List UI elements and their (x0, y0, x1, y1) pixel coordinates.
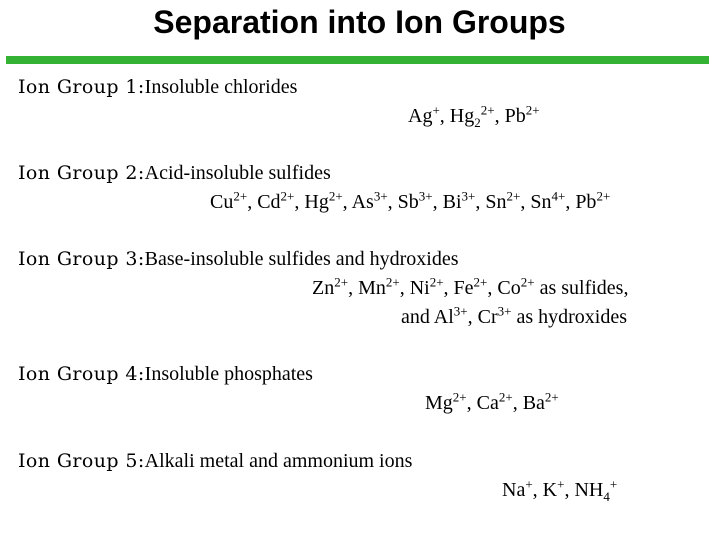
ion-text: , (432, 191, 443, 213)
ion-symbol: Al (433, 306, 454, 328)
ion-text: , (443, 277, 454, 299)
ion-symbol: Sn (485, 191, 507, 213)
group-description: Acid-insoluble sulfides (144, 162, 331, 184)
ion-symbol: Sn (530, 191, 552, 213)
title-underline (6, 56, 709, 64)
group-3-ions-line-1 (312, 274, 629, 300)
ion-charge: 2+ (473, 274, 488, 290)
ion-symbol: Cd (257, 191, 281, 213)
ion-text: , (399, 277, 410, 299)
ion-symbol: Zn (312, 277, 335, 299)
ion-charge: 3+ (418, 188, 433, 204)
ion-charge: 2+ (596, 188, 611, 204)
ion-symbol: K (542, 479, 558, 501)
ion-text: , (564, 479, 575, 501)
group-label: Ion Group 4: (18, 363, 145, 385)
ion (442, 188, 476, 213)
ion-symbol: Sb (397, 191, 419, 213)
ion-text: , (520, 191, 531, 213)
ion-charge: 2+ (544, 389, 559, 405)
ion-group-3 (18, 248, 459, 271)
ion-text: , (342, 191, 352, 213)
ion-charge: 2+ (429, 274, 444, 290)
ion-symbol: Pb (504, 105, 526, 127)
page-title: Separation into Ion Groups (153, 4, 566, 40)
ion-symbol: Na (502, 479, 526, 501)
ion-group-4 (18, 363, 313, 386)
ion-symbol: Pb (575, 191, 597, 213)
ion-symbol: Ca (476, 392, 499, 414)
ion-symbol: Ni (409, 277, 430, 299)
ion (351, 188, 388, 213)
ion-charge: 3+ (461, 188, 476, 204)
ion-charge: 3+ (453, 303, 468, 319)
ion-text: , (467, 306, 478, 328)
ion (575, 188, 611, 213)
ion-group-5 (18, 450, 412, 473)
ion (358, 274, 400, 299)
group-description: Insoluble chlorides (144, 76, 298, 98)
ion (477, 303, 512, 328)
ion-text: as sulfides, (534, 277, 629, 299)
ion (485, 188, 521, 213)
ion-text: , (439, 105, 450, 127)
group-label: Ion Group 5: (18, 450, 145, 472)
ion-text: and (401, 306, 434, 328)
ion-symbol: Co (497, 277, 521, 299)
ion-symbol: Hg (449, 105, 475, 127)
ion (504, 102, 540, 127)
group-label: Ion Group 2: (18, 162, 145, 184)
ion-symbol: Mn (358, 277, 386, 299)
ion-group-1 (18, 76, 297, 99)
ion-text: , (466, 392, 477, 414)
ion (210, 188, 248, 213)
ion-text: , (475, 191, 486, 213)
ion-charge: 2+ (328, 188, 343, 204)
ion (449, 102, 495, 130)
group-3-ions-line-2 (401, 303, 628, 329)
ion (304, 188, 343, 213)
group-description: Base-insoluble sulfides and hydroxides (144, 248, 459, 270)
ion-charge: 2+ (452, 389, 467, 405)
ion-charge: + (432, 102, 440, 118)
ion-charge: 2+ (480, 102, 495, 118)
ion (574, 476, 618, 504)
ion-charge: + (609, 476, 618, 492)
group-label: Ion Group 3: (18, 248, 145, 270)
ion-group-2 (18, 162, 331, 185)
group-label: Ion Group 1: (18, 76, 145, 98)
ion (542, 476, 565, 501)
ion-symbol: As (351, 191, 374, 213)
ion-charge: 2+ (385, 274, 400, 290)
ion-symbol: Cr (477, 306, 498, 328)
group-5-ions (502, 476, 618, 504)
ion-symbol: Ba (522, 392, 545, 414)
ion (312, 274, 349, 299)
ion (408, 102, 440, 127)
group-4-ions (425, 389, 559, 415)
ion-charge: 2+ (525, 102, 540, 118)
ion-text: , (387, 191, 398, 213)
ion-charge: + (557, 476, 565, 492)
ion-charge: 3+ (373, 188, 388, 204)
ion-text: , (565, 191, 576, 213)
ion (502, 476, 533, 501)
ion-charge: 2+ (233, 188, 248, 204)
ion-text: , (512, 392, 523, 414)
group-description: Alkali metal and ammonium ions (144, 450, 413, 472)
ion-charge: 2+ (498, 389, 513, 405)
ion-charge: 3+ (497, 303, 512, 319)
ion-charge: 2+ (334, 274, 349, 290)
ion (257, 188, 295, 213)
ion (433, 303, 468, 328)
ion-charge: 2+ (506, 188, 521, 204)
ion-subscript: 2 (474, 115, 481, 130)
ion-subscript: 4 (603, 489, 610, 504)
ion-text: , (294, 191, 305, 213)
group-1-ions (408, 102, 540, 130)
ion-text: , (532, 479, 543, 501)
ion (530, 188, 566, 213)
ion (522, 389, 559, 414)
group-description: Insoluble phosphates (144, 363, 313, 385)
ion (497, 274, 535, 299)
ion-text: as hydroxides (511, 306, 628, 328)
ion (453, 274, 488, 299)
ion-symbol: Bi (442, 191, 462, 213)
ion-text: , (348, 277, 359, 299)
ion (409, 274, 444, 299)
ion (425, 389, 467, 414)
ion-symbol: NH (574, 479, 604, 501)
ion-symbol: Ag (408, 105, 433, 127)
ion-text: , (487, 277, 498, 299)
group-2-ions (210, 188, 611, 214)
ion-symbol: Mg (425, 392, 453, 414)
ion-symbol: Fe (453, 277, 474, 299)
ion (397, 188, 433, 213)
ion-symbol: Cu (210, 191, 234, 213)
ion-charge: 2+ (280, 188, 295, 204)
ion-symbol: Hg (304, 191, 329, 213)
ion-charge: 4+ (551, 188, 566, 204)
ion-charge: 2+ (520, 274, 535, 290)
ion-text: , (494, 105, 505, 127)
ion-text: , (247, 191, 258, 213)
ion-charge: + (525, 476, 533, 492)
ion (476, 389, 513, 414)
